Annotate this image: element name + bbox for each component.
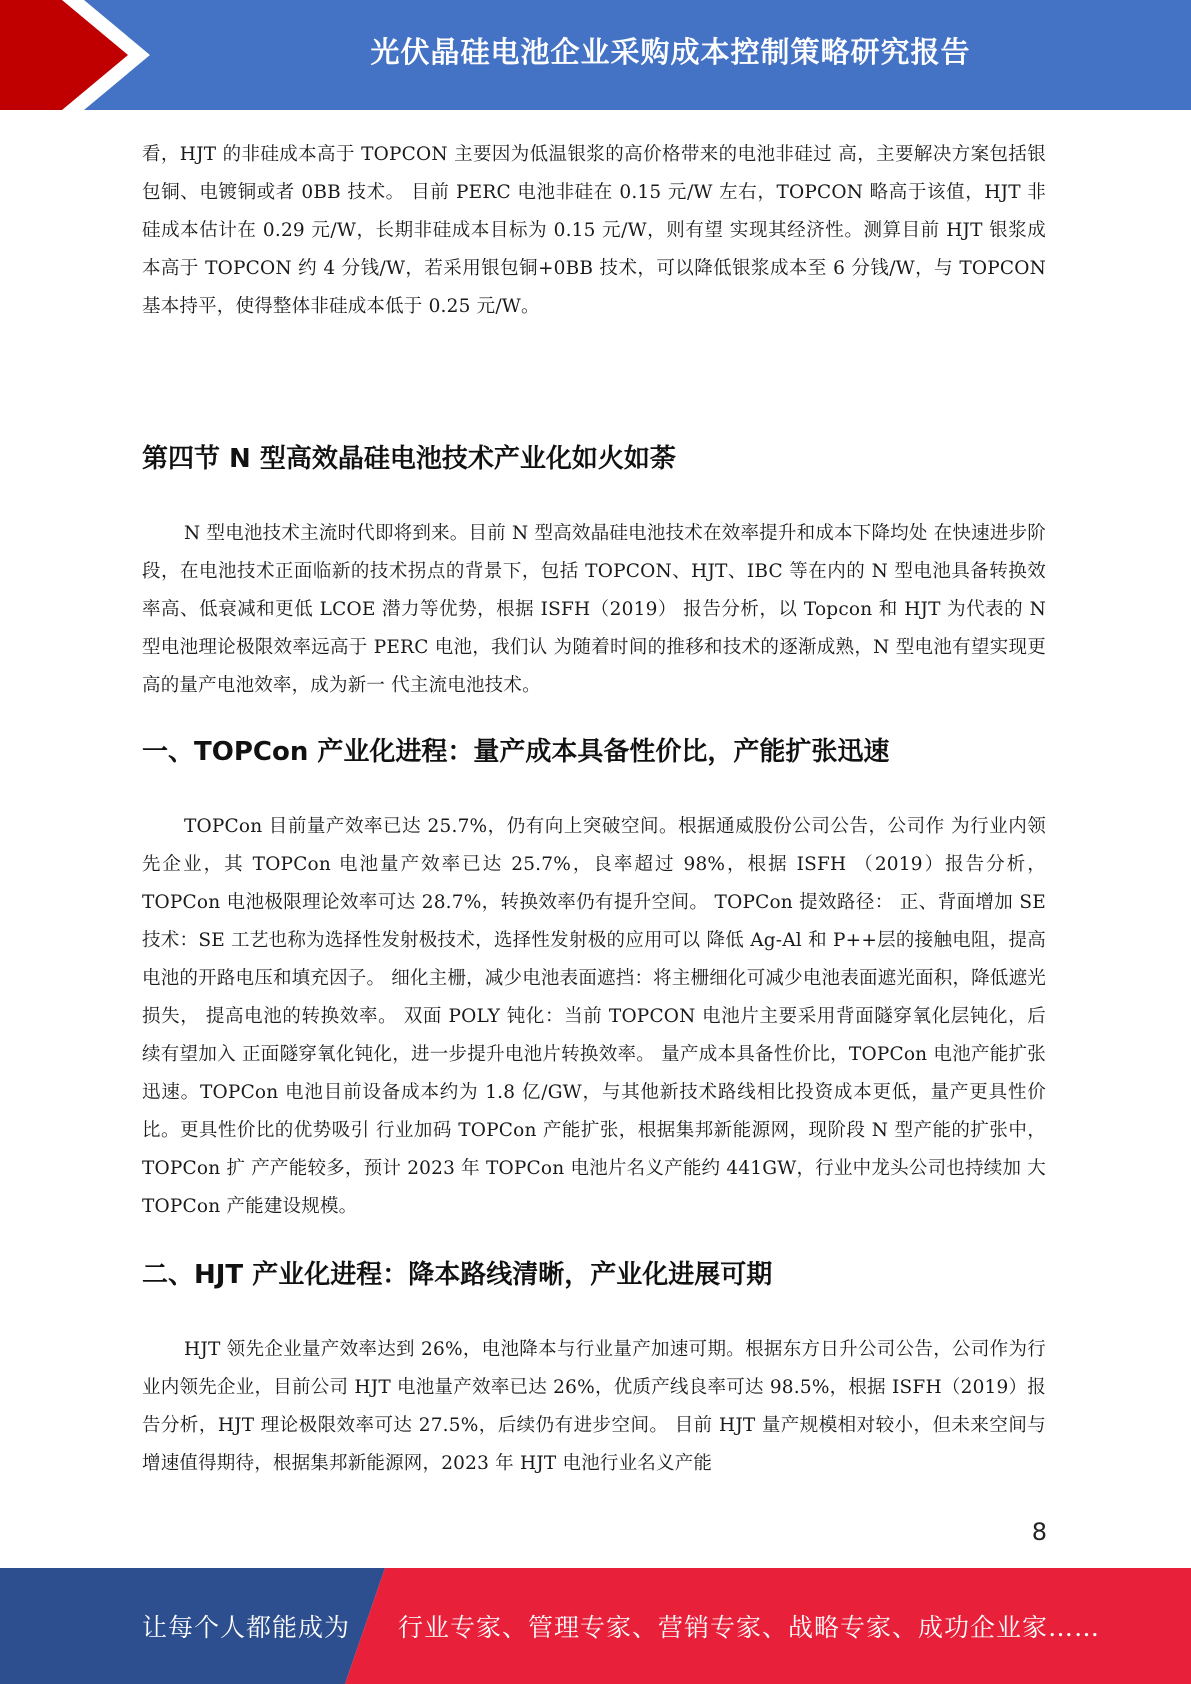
section-heading-4: 第四节 N 型高效晶硅电池技术产业化如火如荼 xyxy=(142,444,676,474)
paragraph-hjt: HJT 领先企业量产效率达到 26%，电池降本与行业量产加速可期。根据东方日升公司公告，公司作为行业内领先企业，目前公司 HJT 电池量产效率已达 26%，优质产线良率可达 98.5%，根据 ISFH（2019）报告分析，HJT 理论极限效率可达 27.5%，后续仍有进步空间。 目前 HJT 量产规模相对较小，但未来空间与增速值得期待，根据集邦新能源网，2023 年 HJT 电池行业名义产能 xyxy=(142,1339,1046,1474)
subheading-topcon: 一、TOPCon 产业化进程：量产成本具备性价比，产能扩张迅速 xyxy=(142,737,890,767)
footer-band xyxy=(0,1568,1191,1684)
paragraph-topcon: TOPCon 目前量产效率已达 25.7%，仍有向上突破空间。根据通威股份公司公告，公司作 为行业内领先企业，其 TOPCon 电池量产效率已达 25.7%，良率超过 98%，根据 ISFH （2019）报告分析，TOPCon 电池极限理论效率可达 28.7%，转换效率仍有提升空间。 TOPCon 提效路径： 正、背面增加 SE 技术：SE 工艺也称为选择性发射极技术，选择性发射极的应用可以 降低 Ag-Al 和 P++层的接触电阻，提高电池的开路电压和填充因子。 细化主栅，减少电池表面遮挡：将主栅细化可减少电池表面遮光面积，降低遮光损失， 提高电池的转换效率。 双面 POLY 钝化：当前 TOPCON 电池片主要采用背面隧穿氧化层钝化，后续有望加入 正面隧穿氧化钝化，进一步提升电池片转换效率。 量产成本具备性价比，TOPCon 电池产能扩张迅速。TOPCon 电池目前设备成本约为 1.8 亿/GW，与其他新技术路线相比投资成本更低，量产更具性价比。更具性价比的优势吸引 行业加码 TOPCon 产能扩张，根据集邦新能源网，现阶段 N 型产能的扩张中，TOPCon 扩 产产能较多，预计 2023 年 TOPCon 电池片名义产能约 441GW，行业中龙头公司也持续加 大 TOPCon 产能建设规模。 xyxy=(142,816,1046,1217)
footer-slogan-right: 行业专家、管理专家、营销专家、战略专家、成功企业家…… xyxy=(398,1613,1101,1642)
header-band xyxy=(0,0,1191,110)
page-number: 8 xyxy=(1031,1518,1047,1546)
subheading-hjt: 二、HJT 产业化进程：降本路线清晰，产业化进展可期 xyxy=(142,1260,773,1290)
report-title: 光伏晶硅电池企业采购成本控制策略研究报告 xyxy=(370,34,971,69)
paragraph-hjt-cost: 看，HJT 的非硅成本高于 TOPCON 主要因为低温银浆的高价格带来的电池非硅过 高，主要解决方案包括银包铜、电镀铜或者 0BB 技术。 目前 PERC 电池非硅在 0.15 元/W 左右，TOPCON 略高于该值，HJT 非硅成本估计在 0.29 元/W，长期非硅成本目标为 0.15 元/W，则有望 实现其经济性。测算目前 HJT 银浆成本高于 TOPCON 约 4 分钱/W，若采用银包铜+0BB 技术，可以降低银浆成本至 6 分钱/W，与 TOPCON 基本持平，使得整体非硅成本低于 0.25 元/W。 xyxy=(142,144,1046,317)
page-content xyxy=(142,136,1046,1483)
footer-slogan-left: 让每个人都能成为 xyxy=(142,1613,351,1642)
paragraph-n-type-intro: N 型电池技术主流时代即将到来。目前 N 型高效晶硅电池技术在效率提升和成本下降均处 在快速进步阶段，在电池技术正面临新的技术拐点的背景下，包括 TOPCON、HJT、IBC 等在内的 N 型电池具备转换效率高、低衰减和更低 LCOE 潜力等优势，根据 ISFH（2019） 报告分析，以 Topcon 和 HJT 为代表的 N 型电池理论极限效率远高于 PERC 电池，我们认 为随着时间的推移和技术的逐渐成熟，N 型电池有望实现更高的量产电池效率，成为新一 代主流电池技术。 xyxy=(142,523,1046,696)
